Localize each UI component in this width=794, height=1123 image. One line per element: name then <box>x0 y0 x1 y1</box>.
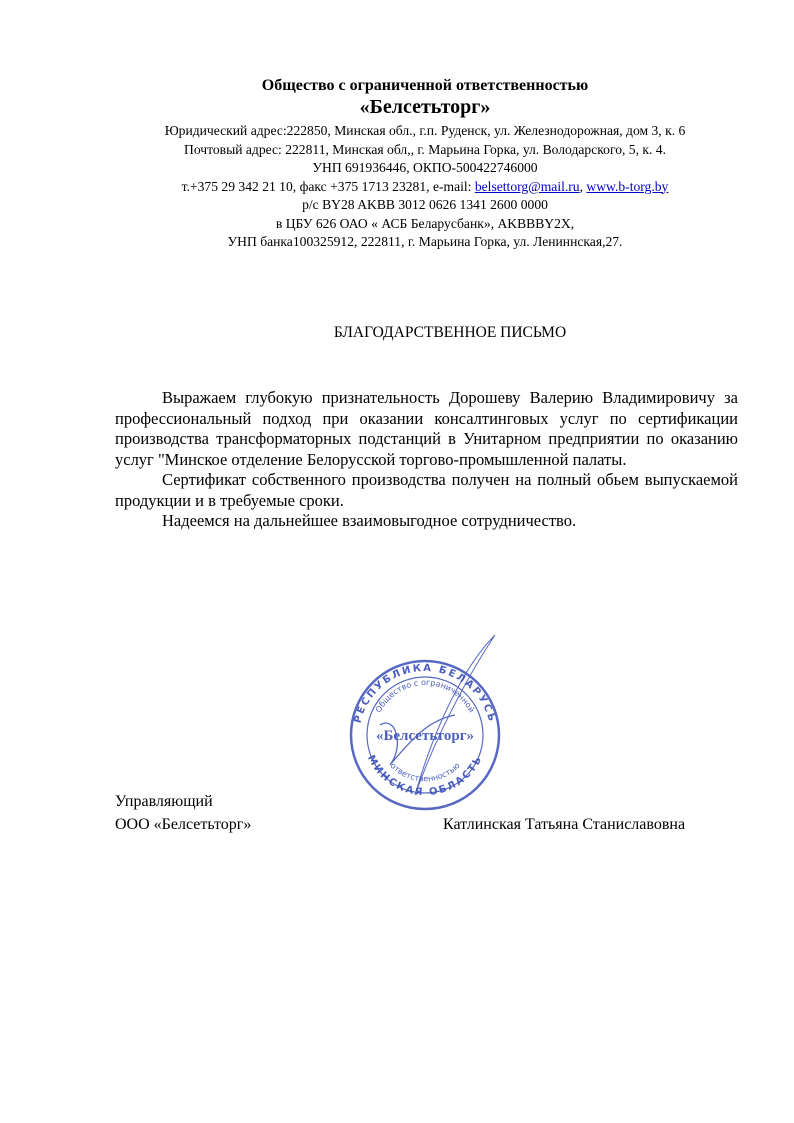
letterhead-details <box>0 122 794 252</box>
contacts-text: т.+375 29 342 21 10, факс +375 1713 23281, e-mail: <box>181 178 475 194</box>
bank-address: УНП банка100325912, 222811, г. Марьина Горка, ул. Лениннская,27. <box>227 234 623 249</box>
stamp-inner-top: Общество с ограниченной <box>373 677 477 715</box>
stamp-center: «Белсетьторг» <box>375 728 475 744</box>
stamp-inner-bottom: ответственностью <box>388 761 462 784</box>
company-stamp <box>345 625 505 815</box>
bank-account: р/с BY28 AKBB 3012 0626 1341 2600 0000 <box>302 197 548 212</box>
postal-address: Почтовый адрес: 222811, Минская обл,, г. Марьина Горка, ул. Володарского, 5, к. 4. <box>184 141 666 157</box>
stamp-outer-top: РЕСПУБЛИКА БЕЛАРУСЬ <box>352 662 498 725</box>
org-type: Общество с ограниченной ответственностью <box>261 77 589 94</box>
legal-address: Юридический адрес:222850, Минская обл., г.п. Руденск, ул. Железнодорожная, дом 3, к. 6 <box>164 123 686 138</box>
letter-body <box>115 388 738 532</box>
paragraph: Сертификат собственного производства получен на полный обьем выпускаемой продукции и в требуемые сроки. <box>115 470 738 510</box>
unp-okpo: УНП 691936446, ОКПО-500422746000 <box>312 160 538 175</box>
bank-name: в ЦБУ 626 ОАО « АСБ Беларусбанк», AKBBBY2X, <box>275 215 575 231</box>
letter-title: БЛАГОДАРСТВЕННОЕ ПИСЬМО <box>333 324 567 341</box>
signatory-company: ООО «Белсетьторг» <box>115 816 252 833</box>
paragraph: Надеемся на дальнейшее взаимовыгодное сотрудничество. <box>162 511 577 530</box>
paragraph: Выражаем глубокую признательность Дорошеву Валерию Владимировичу за профессиональный подход при оказании консалтинговых услуг по сертификации производства трансформаторных подстанций в Унитарном предприятии по оказанию услуг "Минское отделение Белорусской торгово-промышленной палаты. <box>115 388 738 469</box>
org-name: «Белсетьторг» <box>359 96 491 118</box>
email-link[interactable]: belsettorg@mail.ru <box>474 178 580 194</box>
stamp-outer-bottom: МИНСКАЯ ОБЛАСТЬ <box>364 753 485 799</box>
website-link[interactable]: www.b-torg.by <box>586 178 669 194</box>
contacts <box>0 178 794 197</box>
signatory-position: Управляющий <box>115 793 213 810</box>
signatory-name: Катлинская Татьяна Станиславовна <box>443 816 686 833</box>
separator: , <box>579 178 587 194</box>
